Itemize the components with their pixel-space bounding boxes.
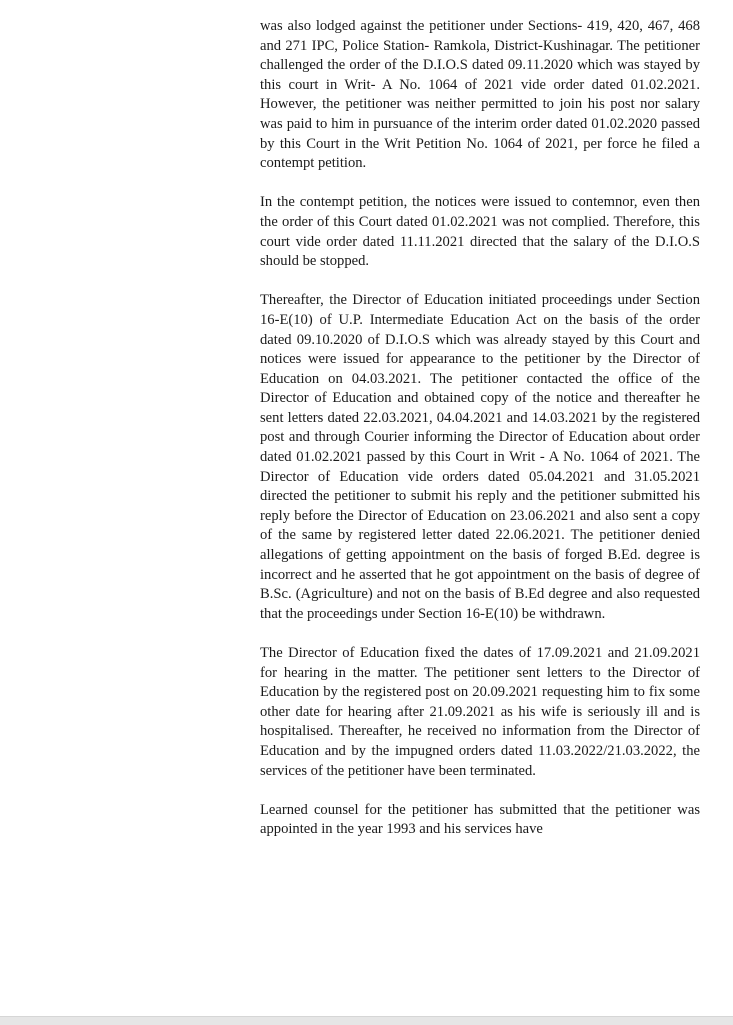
paragraph-hearing-and-termination: The Director of Education fixed the dates of 17.09.2021 and 21.09.2021 for hearing in the matter. The petitioner sent letters to the Director of Education by the registered post on 20.09.2021 requesting him to fix some other date for hearing after 21.09.2021 as his wife is seriously ill and is hospitalised. Thereafter, he received no information from the Director of Education and by the impugned orders dated 11.03.2022/21.03.2022, the services of the petitioner have been terminated. — [260, 645, 700, 779]
paragraph-fir-and-interim-order: was also lodged against the petitioner under Sections- 419, 420, 467, 468 and 271 IPC, Police Station- Ramkola, District-Kushinagar. The petitioner challenged the order of the D.I.O.S dated 09.11.2020 which was stayed by this court in Writ- A No. 1064 of 2021 vide order dated 01.02.2021. However, the petitioner was neither permitted to join his post nor salary was paid to him in pursuance of the interim order dated 01.02.2020 passed by this Court in the Writ Petition No. 1064 of 2021, per force he filed a contempt petition. — [260, 18, 700, 172]
judgment-text-column — [260, 17, 700, 860]
paragraph-contempt-petition: In the contempt petition, the notices were issued to contemnor, even then the order of this Court dated 01.02.2021 was not complied. Therefore, this court vide order dated 11.11.2021 directed that the salary of the D.I.O.S should be stopped. — [260, 194, 700, 270]
paragraph-director-proceedings: Thereafter, the Director of Education initiated proceedings under Section 16-E(10) of U.P. Intermediate Education Act on the basis of the order dated 09.10.2020 of D.I.O.S which was already stayed by this Court and notices were issued for appearance to the petitioner by the Director of Education on 04.03.2021. The petitioner contacted the office of the Director of Education and obtained copy of the notice and thereafter he sent letters dated 22.03.2021, 04.04.2021 and 14.03.2021 by the registered post and through Courier informing the Director of Education about order dated 01.02.2021 passed by this Court in Writ - A No. 1064 of 2021. The Director of Education vide orders dated 05.04.2021 and 31.05.2021 directed the petitioner to submit his reply and the petitioner submitted his reply before the Director of Education on 23.06.2021 and also sent a copy of the same by registered letter dated 22.06.2021. The petitioner denied allegations of getting appointment on the basis of forged B.Ed. degree is incorrect and he asserted that he got appointment on the basis of degree of B.Sc. (Agriculture) and not on the basis of B.Ed degree and also requested that the proceedings under Section 16-E(10) be withdrawn. — [260, 292, 700, 622]
paragraph-counsel-submission: Learned counsel for the petitioner has submitted that the petitioner was appointed in the year 1993 and his services have — [260, 801, 700, 838]
